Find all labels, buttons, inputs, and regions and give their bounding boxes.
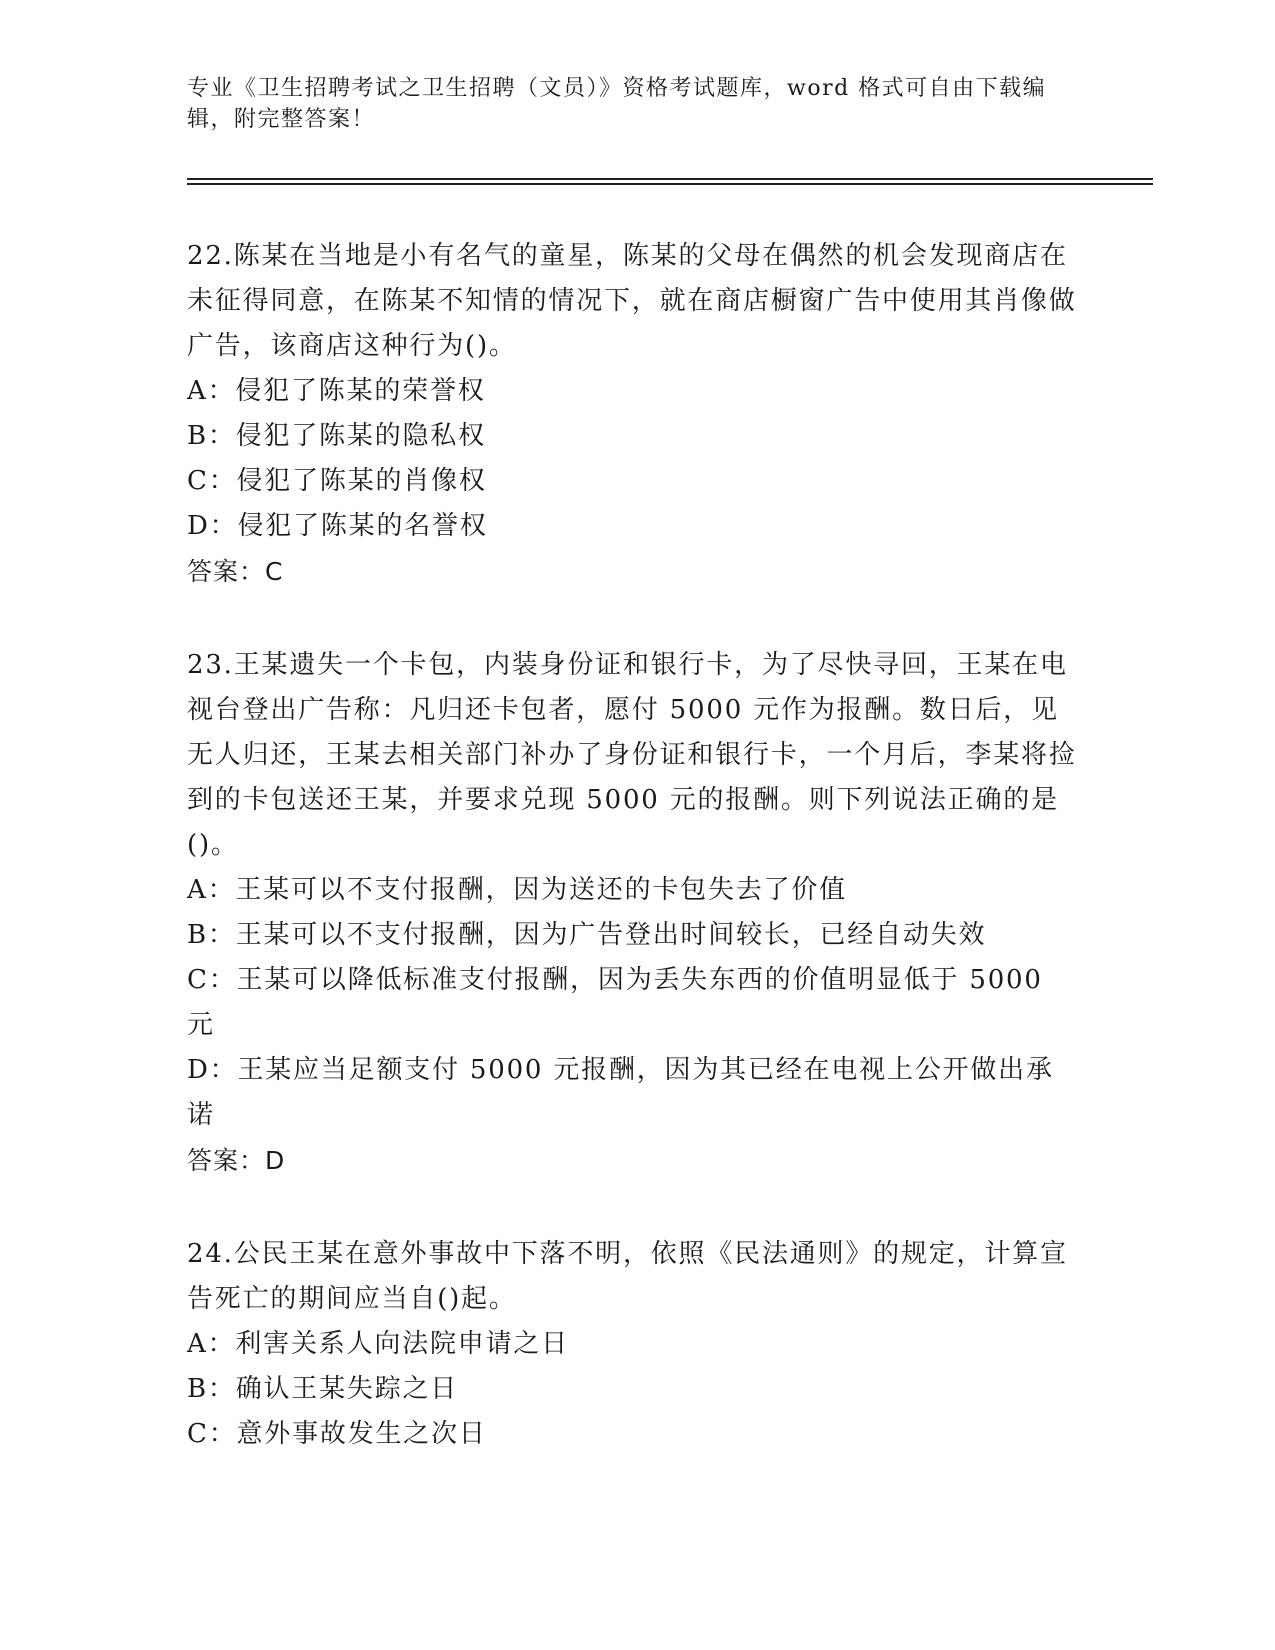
option-a: A：王某可以不支付报酬，因为送还的卡包失去了价值 <box>187 875 847 905</box>
question-22 <box>187 234 1077 594</box>
document-header: 专业《卫生招聘考试之卫生招聘（文员）》资格考试题库，word 格式可自由下载编辑，附完整答案！ <box>187 76 1047 132</box>
option-c: C：意外事故发生之次日 <box>187 1419 487 1449</box>
question-text: 23.王某遗失一个卡包，内装身份证和银行卡，为了尽快寻回，王某在电视台登出广告称：凡归还卡包者，愿付 5000 元作为报酬。数日后，见无人归还，王某去相关部门补办了身份证和银行卡，一个月后，李某将捡到的卡包送还王某，并要求兑现 5000 元的报酬。则下列说法正确的是()。 <box>187 650 1077 860</box>
question-text: 24.公民王某在意外事故中下落不明，依照《民法通则》的规定，计算宣告死亡的期间应当自()起。 <box>187 1239 1068 1314</box>
option-d: D：侵犯了陈某的名誉权 <box>187 511 488 541</box>
question-24 <box>187 1232 1077 1457</box>
header-divider-bottom <box>187 183 1153 185</box>
option-d: D：王某应当足额支付 5000 元报酬，因为其已经在电视上公开做出承诺 <box>187 1055 1054 1130</box>
question-text: 22.陈某在当地是小有名气的童星，陈某的父母在偶然的机会发现商店在未征得同意，在陈某不知情的情况下，就在商店橱窗广告中使用其肖像做广告，该商店这种行为()。 <box>187 241 1077 361</box>
option-b: B：王某可以不支付报酬，因为广告登出时间较长，已经自动失效 <box>187 920 987 950</box>
header-divider-top <box>187 178 1153 180</box>
option-c: C：侵犯了陈某的肖像权 <box>187 466 487 496</box>
option-a: A：利害关系人向法院申请之日 <box>187 1329 569 1359</box>
option-b: B：侵犯了陈某的隐私权 <box>187 421 486 451</box>
answer: 答案：C <box>187 557 284 586</box>
option-c: C：王某可以降低标准支付报酬，因为丢失东西的价值明显低于 5000 元 <box>187 965 1043 1040</box>
answer: 答案：D <box>187 1146 286 1175</box>
question-23 <box>187 643 1077 1183</box>
option-a: A：侵犯了陈某的荣誉权 <box>187 376 486 406</box>
option-b: B：确认王某失踪之日 <box>187 1374 459 1404</box>
